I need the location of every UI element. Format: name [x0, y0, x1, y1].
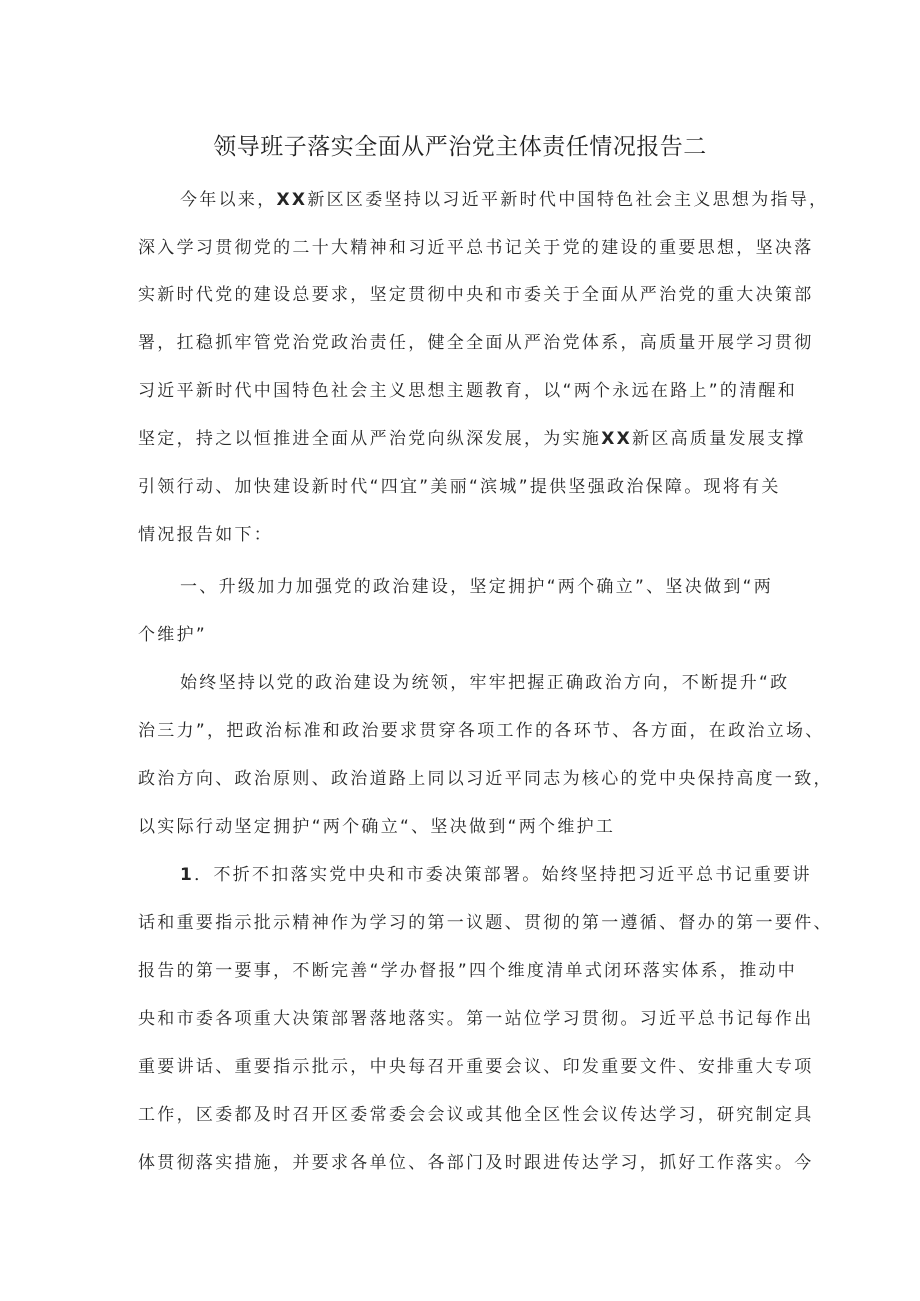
paragraph-line: 话和重要指示批示精神作为学习的第一议题、贯彻的第一遵循、督办的第一要件、: [138, 913, 833, 933]
paragraph-line: 体贯彻落实措施，并要求各单位、各部门及时跟进传达学习，抓好工作落实。今: [138, 1153, 814, 1173]
line-bold-text: XX: [601, 429, 633, 449]
document-title: 领导班子落实全面从严治党主体责任情况报告二: [213, 134, 707, 160]
paragraph-line: 引领行动、加快建设新时代“四宜”美丽“滨城”提供坚强政治保障。现将有关: [138, 477, 781, 497]
paragraph-line: [180, 185, 828, 210]
paragraph-line: 实新时代党的建设总要求，坚定贯彻中央和市委关于全面从严治党的重大决策部: [138, 285, 814, 305]
paragraph-line: [180, 860, 812, 885]
paragraph-line: 习近平新时代中国特色社会主义思想主题教育，以“两个永远在路上”的清醒和: [138, 381, 798, 401]
paragraph-line: [138, 424, 806, 449]
paragraph-line: 工作，区委都及时召开区委常委会会议或其他全区性会议传达学习，研究制定具: [138, 1105, 814, 1125]
paragraph-line: 治三力”，把政治标准和政治要求贯穿各项工作的各环节、各方面，在政治立场、: [138, 721, 825, 741]
paragraph-line: 政治方向、政治原则、政治道路上同以习近平同志为核心的党中央保持高度一致，: [138, 769, 833, 789]
paragraph-line: 情况报告如下：: [138, 525, 274, 545]
line-text: 新区区委坚持以习近平新时代中国特色社会主义思想为指导，: [307, 190, 829, 210]
paragraph-line: 深入学习贯彻党的二十大精神和习近平总书记关于党的建设的重要思想，坚决落: [138, 238, 814, 258]
line-bold-text: XX: [276, 190, 308, 210]
paragraph-line: 署，扛稳抓牢管党治党政治责任，健全全面从严治党体系，高质量开展学习贯彻: [138, 333, 814, 353]
paragraph-line: 重要讲话、重要指示批示，中央每召开重要会议、印发重要文件、安排重大专项: [138, 1057, 814, 1077]
section-heading-line: 个维护”: [138, 625, 208, 645]
paragraph-line: 始终坚持以党的政治建设为统领，牢牢把握正确政治方向，不断提升“政: [180, 673, 790, 693]
paragraph-line: 报告的第一要事，不断完善“学办督报”四个维度清单式闭环落实体系，推动中: [138, 961, 798, 981]
paragraph-line: 央和市委各项重大决策部署落地落实。第一站位学习贯彻。习近平总书记每作出: [138, 1009, 814, 1029]
paragraph-line: 以实际行动坚定拥护“两个确立“、坚决做到“两个维护工: [138, 817, 616, 837]
line-text: ．不折不扣落实党中央和市委决策部署。始终坚持把习近平总书记重要讲: [194, 865, 812, 885]
line-text: 坚定，持之以恒推进全面从严治党向纵深发展，为实施: [138, 429, 602, 449]
section-heading-line: 一、升级加力加强党的政治建设，坚定拥护“两个确立”、坚决做到“两: [180, 577, 774, 597]
item-number: 1: [180, 865, 195, 885]
line-text: 今年以来，: [180, 190, 277, 210]
line-text: 新区高质量发展支撑: [632, 429, 806, 449]
